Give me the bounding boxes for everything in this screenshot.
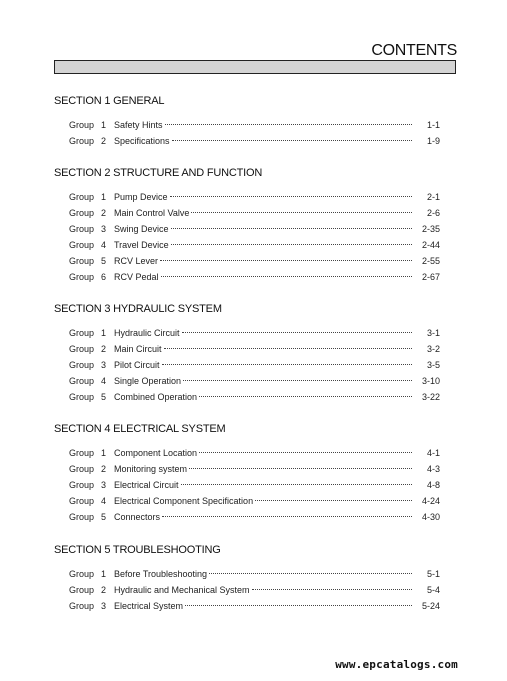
entry-title: Electrical Component Specification — [114, 496, 254, 506]
group-number: 6 — [101, 272, 107, 282]
section-heading: SECTION 4 ELECTRICAL SYSTEM — [54, 423, 226, 435]
group-number: 2 — [101, 585, 107, 595]
page-number: 1-1 — [426, 120, 440, 130]
page-number: 3-22 — [421, 392, 440, 402]
toc-entry[interactable] — [69, 585, 440, 601]
entry-title: Monitoring system — [114, 464, 188, 474]
section-block — [54, 422, 440, 528]
section-block — [54, 302, 440, 408]
group-number: 5 — [101, 512, 107, 522]
group-label: Group — [69, 256, 95, 266]
group-label: Group — [69, 120, 95, 130]
entry-title: Swing Device — [114, 224, 169, 234]
group-label: Group — [69, 272, 95, 282]
group-number: 4 — [101, 496, 107, 506]
dot-leader — [182, 332, 412, 333]
page-number: 1-9 — [426, 136, 440, 146]
toc-entry[interactable] — [69, 464, 440, 480]
group-number: 5 — [101, 256, 107, 266]
entry-title: Pilot Circuit — [114, 360, 160, 370]
toc-entry[interactable] — [69, 360, 440, 376]
page-number: 4-24 — [421, 496, 440, 506]
page-number: 4-30 — [421, 512, 440, 522]
entry-title: Single Operation — [114, 376, 182, 386]
group-number: 2 — [101, 344, 107, 354]
entry-title: Combined Operation — [114, 392, 198, 402]
group-number: 3 — [101, 224, 107, 234]
group-number: 2 — [101, 136, 107, 146]
page-number: 5-24 — [421, 601, 440, 611]
toc-entry[interactable] — [69, 344, 440, 360]
page-number: 3-10 — [421, 376, 440, 386]
group-number: 1 — [101, 569, 107, 579]
group-label: Group — [69, 480, 95, 490]
section-heading: SECTION 1 GENERAL — [54, 95, 165, 107]
toc-entry[interactable] — [69, 328, 440, 344]
dot-leader — [171, 244, 412, 245]
group-number: 1 — [101, 328, 107, 338]
dot-leader — [199, 452, 412, 453]
entry-title: Electrical System — [114, 601, 184, 611]
toc-entry[interactable] — [69, 480, 440, 496]
section-heading: SECTION 2 STRUCTURE AND FUNCTION — [54, 167, 263, 179]
page-number: 3-5 — [426, 360, 440, 370]
group-number: 1 — [101, 120, 107, 130]
toc-entry[interactable] — [69, 136, 440, 152]
group-number: 3 — [101, 360, 107, 370]
section-block — [54, 543, 440, 617]
group-label: Group — [69, 585, 95, 595]
section-entries — [69, 448, 440, 528]
toc-entry[interactable] — [69, 272, 440, 288]
section-block — [54, 94, 440, 152]
page-number: 3-2 — [426, 344, 440, 354]
section-block — [54, 166, 440, 288]
group-number: 2 — [101, 208, 107, 218]
title-bar — [54, 60, 456, 74]
page-number: 2-67 — [421, 272, 440, 282]
toc-entry[interactable] — [69, 256, 440, 272]
group-label: Group — [69, 601, 95, 611]
entry-title: Pump Device — [114, 192, 168, 202]
group-number: 2 — [101, 464, 107, 474]
group-number: 4 — [101, 240, 107, 250]
page-number: 5-4 — [426, 585, 440, 595]
group-label: Group — [69, 512, 95, 522]
group-label: Group — [69, 240, 95, 250]
entry-title: Main Circuit — [114, 344, 162, 354]
entry-title: Safety Hints — [114, 120, 163, 130]
toc-entry[interactable] — [69, 512, 440, 528]
watermark-text: www.epcatalogs.com — [335, 658, 458, 671]
entry-title: Main Control Valve — [114, 208, 190, 218]
group-label: Group — [69, 360, 95, 370]
group-number: 3 — [101, 480, 107, 490]
page-number: 4-8 — [426, 480, 440, 490]
page-number: 2-6 — [426, 208, 440, 218]
toc-entry[interactable] — [69, 208, 440, 224]
group-label: Group — [69, 464, 95, 474]
group-number: 5 — [101, 392, 107, 402]
group-number: 4 — [101, 376, 107, 386]
entry-title: Before Troubleshooting — [114, 569, 208, 579]
dot-leader — [252, 589, 412, 590]
dot-leader — [189, 468, 412, 469]
section-heading: SECTION 5 TROUBLESHOOTING — [54, 544, 221, 556]
entry-title: Specifications — [114, 136, 170, 146]
page-number: 2-35 — [421, 224, 440, 234]
toc-entry[interactable] — [69, 569, 440, 585]
dot-leader — [185, 605, 412, 606]
entry-title: Travel Device — [114, 240, 169, 250]
dot-leader — [162, 364, 412, 365]
toc-entry[interactable] — [69, 192, 440, 208]
dot-leader — [172, 140, 412, 141]
toc-entry[interactable] — [69, 120, 440, 136]
entry-title: Connectors — [114, 512, 161, 522]
toc-entry[interactable] — [69, 392, 440, 408]
toc-entry[interactable] — [69, 376, 440, 392]
page-number: 4-3 — [426, 464, 440, 474]
toc-entry[interactable] — [69, 240, 440, 256]
section-entries — [69, 192, 440, 288]
page-number: 2-1 — [426, 192, 440, 202]
toc-entry[interactable] — [69, 224, 440, 240]
dot-leader — [183, 380, 412, 381]
dot-leader — [161, 276, 412, 277]
group-label: Group — [69, 448, 95, 458]
page-number: 3-1 — [426, 328, 440, 338]
section-entries — [69, 328, 440, 408]
group-number: 1 — [101, 448, 107, 458]
dot-leader — [170, 196, 412, 197]
page-number: 5-1 — [426, 569, 440, 579]
dot-leader — [162, 516, 412, 517]
section-entries — [69, 569, 440, 617]
entry-title: Electrical Circuit — [114, 480, 179, 490]
dot-leader — [209, 573, 412, 574]
section-heading: SECTION 3 HYDRAULIC SYSTEM — [54, 303, 222, 315]
group-label: Group — [69, 192, 95, 202]
section-entries — [69, 120, 440, 152]
toc-entry[interactable] — [69, 448, 440, 464]
group-label: Group — [69, 569, 95, 579]
dot-leader — [160, 260, 412, 261]
entry-title: RCV Pedal — [114, 272, 159, 282]
page-title: CONTENTS — [371, 42, 457, 59]
page-number: 2-44 — [421, 240, 440, 250]
group-label: Group — [69, 392, 95, 402]
entry-title: RCV Lever — [114, 256, 159, 266]
entry-title: Hydraulic Circuit — [114, 328, 180, 338]
dot-leader — [255, 500, 412, 501]
dot-leader — [199, 396, 412, 397]
group-label: Group — [69, 496, 95, 506]
page-number: 4-1 — [426, 448, 440, 458]
group-label: Group — [69, 376, 95, 386]
group-label: Group — [69, 344, 95, 354]
dot-leader — [191, 212, 412, 213]
entry-title: Hydraulic and Mechanical System — [114, 585, 250, 595]
toc-entry[interactable] — [69, 601, 440, 617]
group-number: 3 — [101, 601, 107, 611]
dot-leader — [164, 348, 412, 349]
group-label: Group — [69, 136, 95, 146]
group-label: Group — [69, 328, 95, 338]
dot-leader — [165, 124, 412, 125]
page-number: 2-55 — [421, 256, 440, 266]
dot-leader — [171, 228, 412, 229]
group-label: Group — [69, 224, 95, 234]
toc-entry[interactable] — [69, 496, 440, 512]
group-label: Group — [69, 208, 95, 218]
entry-title: Component Location — [114, 448, 198, 458]
group-number: 1 — [101, 192, 107, 202]
dot-leader — [181, 484, 412, 485]
